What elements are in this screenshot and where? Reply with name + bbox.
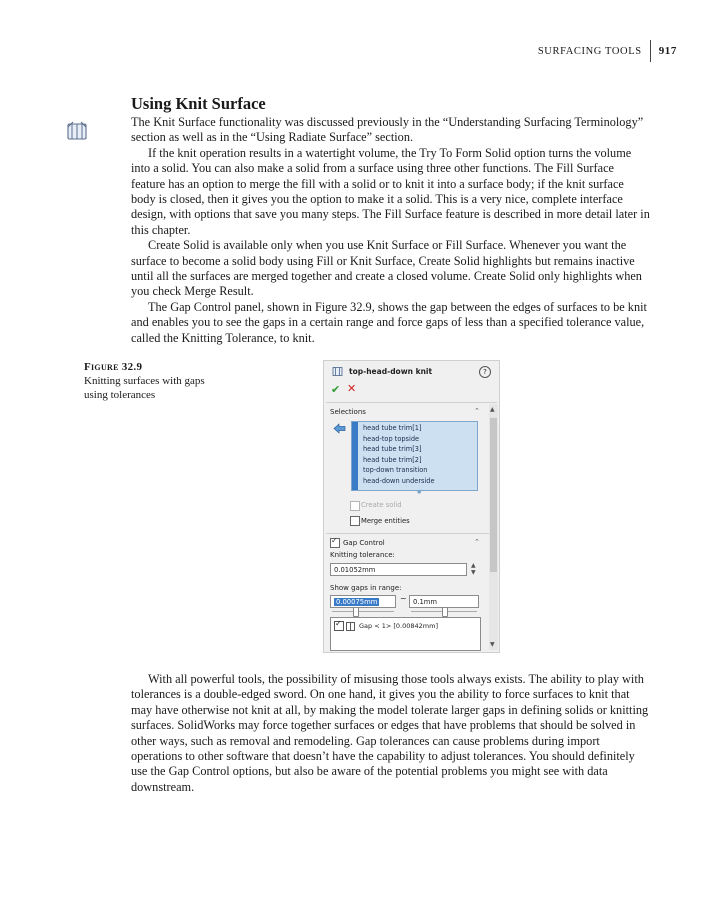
list-item[interactable]: top-down transition bbox=[363, 466, 428, 475]
page-number: 917 bbox=[658, 45, 677, 57]
merge-entities-checkbox[interactable] bbox=[350, 516, 360, 526]
cancel-x-icon[interactable]: ✕ bbox=[347, 382, 357, 395]
cross-reference-icon bbox=[66, 121, 88, 141]
figure-caption bbox=[84, 360, 224, 402]
scroll-down-icon[interactable]: ▼ bbox=[490, 641, 495, 648]
gap-list[interactable] bbox=[330, 617, 481, 651]
create-solid-label: Create solid bbox=[361, 501, 402, 509]
knit-surface-icon bbox=[332, 366, 343, 377]
panel-title-text: top-head-down knit bbox=[349, 367, 433, 376]
gap-control-checkbox[interactable] bbox=[330, 538, 340, 548]
tolerance-spin-down-icon[interactable]: ▼ bbox=[471, 569, 476, 576]
figure-caption-text: Knitting surfaces with gaps using tolerances bbox=[84, 375, 205, 401]
range-separator: ~ bbox=[400, 594, 407, 603]
help-icon[interactable]: ? bbox=[479, 366, 491, 378]
body-text-top bbox=[131, 115, 651, 346]
panel-title bbox=[332, 366, 432, 377]
ok-check-icon[interactable]: ✔ bbox=[331, 383, 341, 396]
selections-title[interactable]: Selections bbox=[330, 408, 366, 416]
gap-min-slider-handle[interactable] bbox=[353, 607, 359, 617]
paragraph: Create Solid is available only when you use Knit Surface or Fill Surface. Whenever you want the surface to become a solid body using Fill or Knit Surface, Create Solid highlights but remains inactive until all the surfaces are merged together and create a closed volume. Create Solid only highlights when you check Merge Result. bbox=[131, 238, 642, 299]
merge-entities-label: Merge entities bbox=[361, 517, 410, 525]
list-item[interactable]: head tube trim[3] bbox=[363, 445, 422, 454]
divider bbox=[326, 533, 497, 534]
gap-icon bbox=[346, 622, 355, 631]
gap-min-slider-track bbox=[332, 611, 394, 612]
gap-min-value: 0.00075mm bbox=[336, 598, 378, 606]
knitting-tolerance-label: Knitting tolerance: bbox=[330, 551, 395, 559]
list-item[interactable]: head-down underside bbox=[363, 476, 435, 485]
divider bbox=[326, 402, 497, 403]
paragraph: If the knit operation results in a watertight volume, the Try To Form Solid option turns the volume into a solid. You can also make a solid from a surface using three other functions. The Fill Surface feature has an option to merge the fill with a solid or to knit it into a surface body; if the knit surface body is closed, then it gives you the option to make it a solid. This is a very nice, complete interface design, with options that save you many steps. The Fill Surface feature is described in more detail later in this chapter. bbox=[131, 145, 650, 237]
paragraph: With all powerful tools, the possibility of misusing those tools always exists. The ability to play with tolerances is a double-edged sword. On one hand, it gives you the ability to force surfaces to knit that may have otherwise not knit at all, by making the model tolerate larger gaps in defining solids or knitting surfaces. SolidWorks may force together surfaces or edges that have problems that should be solved in other ways, such as removal and remodeling. Gap tolerances can cause problems during import operations to other software that doesn’t have the capability to adjust tolerances. You should definitely use the Gap Control options, but also be aware of the potential problems you might see with data downstream. bbox=[131, 672, 649, 794]
selection-list[interactable] bbox=[351, 421, 478, 491]
resize-handle-icon[interactable]: ● bbox=[417, 489, 422, 495]
gap-entry-text: Gap < 1> [0.00842mm] bbox=[359, 622, 438, 630]
gap-checkbox[interactable] bbox=[334, 621, 344, 631]
list-item[interactable]: head-top topside bbox=[363, 434, 420, 443]
paragraph: The Knit Surface functionality was discussed previously in the “Understanding Surfacing Terminology” section as well as in the “Using Radiate Surface” section. bbox=[131, 115, 644, 145]
running-header bbox=[538, 40, 677, 62]
section-heading: Using Knit Surface bbox=[131, 94, 266, 113]
panel-scrollbar[interactable] bbox=[489, 404, 498, 650]
gap-list-row[interactable] bbox=[334, 621, 438, 631]
create-solid-checkbox[interactable] bbox=[350, 501, 360, 511]
list-item[interactable]: head tube trim[2] bbox=[363, 455, 422, 464]
scrollbar-thumb[interactable] bbox=[490, 418, 497, 572]
tolerance-spin-up-icon[interactable]: ▲ bbox=[471, 562, 476, 569]
scroll-up-icon[interactable]: ▲ bbox=[490, 406, 495, 413]
gap-min-input[interactable] bbox=[330, 595, 396, 608]
knitting-tolerance-input[interactable]: 0.01052mm bbox=[330, 563, 467, 576]
show-gaps-label: Show gaps in range: bbox=[330, 584, 402, 592]
selection-arrow-icon bbox=[333, 423, 346, 434]
figure-label: Figure 32.9 bbox=[84, 361, 143, 373]
body-text-bottom bbox=[131, 672, 651, 795]
gap-max-input[interactable]: 0.1mm bbox=[409, 595, 479, 608]
gap-control-title[interactable]: Gap Control bbox=[343, 539, 385, 547]
collapse-gap-control-chevron-icon[interactable]: ⌃ bbox=[474, 538, 480, 546]
knit-property-panel bbox=[323, 360, 500, 653]
paragraph: The Gap Control panel, shown in Figure 32.9, shows the gap between the edges of surfaces to be knit and enables you to see the gaps in a certain range and force gaps of less than a specified tolerance value, called the Knitting Tolerance, to knit. bbox=[131, 299, 647, 345]
list-item[interactable]: head tube trim[1] bbox=[363, 424, 422, 432]
collapse-selections-chevron-icon[interactable]: ⌃ bbox=[474, 407, 480, 415]
gap-max-slider-handle[interactable] bbox=[442, 607, 448, 617]
section-title: SURFACING TOOLS bbox=[537, 45, 642, 57]
